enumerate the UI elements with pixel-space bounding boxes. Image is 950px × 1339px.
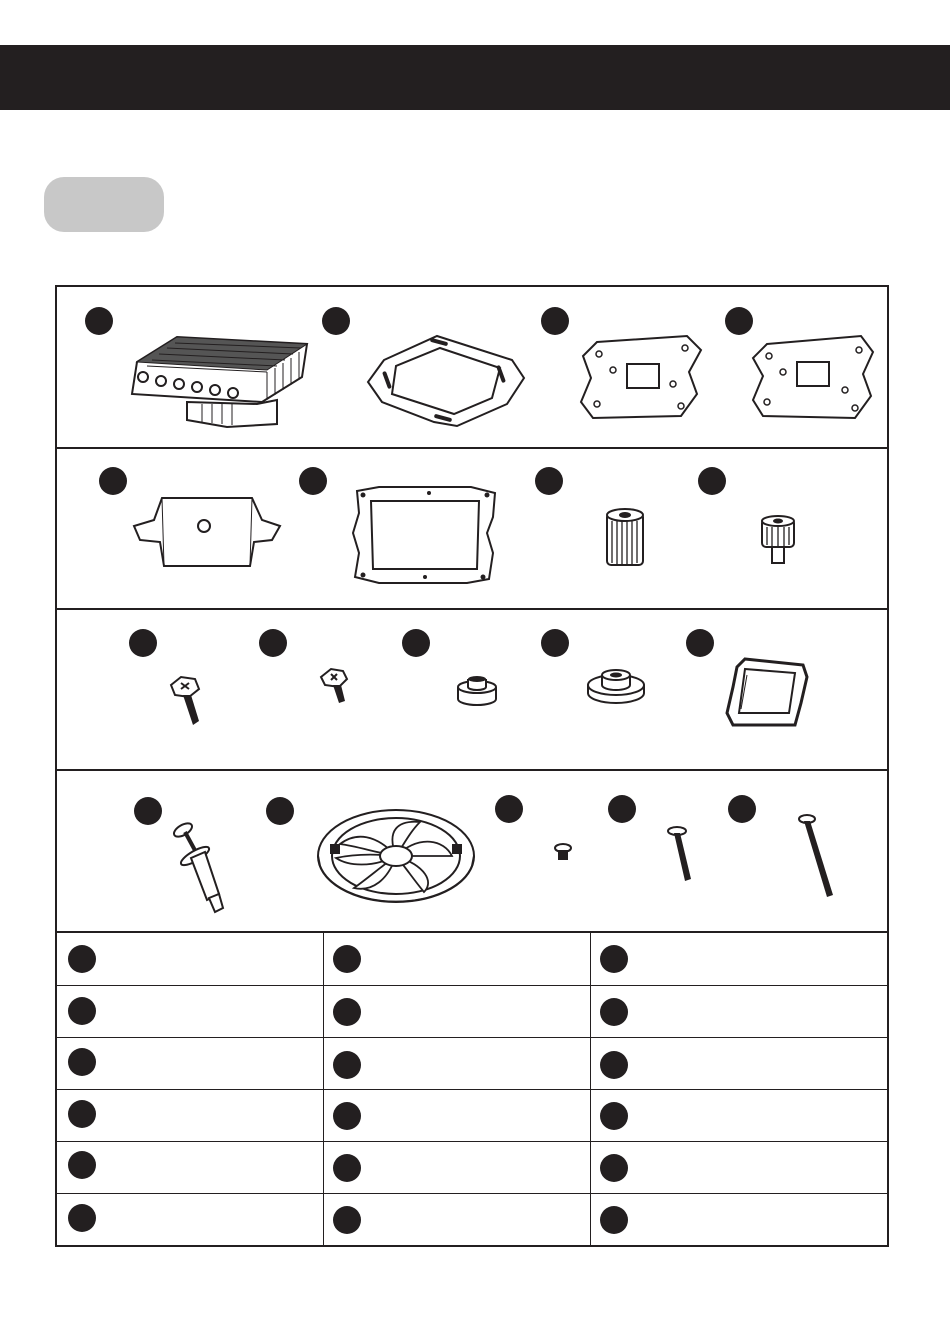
backplate-frame-icon bbox=[725, 657, 809, 731]
table-row-divider bbox=[57, 1037, 887, 1038]
medium-fan-screw-icon bbox=[665, 825, 699, 883]
part-number-badge bbox=[608, 795, 636, 823]
table-row-divider bbox=[57, 985, 887, 986]
header-bar bbox=[0, 45, 950, 110]
row-divider bbox=[57, 769, 887, 771]
legend-number-badge bbox=[600, 1051, 628, 1079]
long-fan-screw-icon bbox=[797, 813, 837, 899]
legend-number-badge bbox=[600, 1206, 628, 1234]
table-row-divider bbox=[57, 1141, 887, 1142]
part-number-badge bbox=[129, 629, 157, 657]
part-number-badge bbox=[85, 307, 113, 335]
legend-number-badge bbox=[68, 945, 96, 973]
parts-list-box bbox=[55, 285, 889, 1247]
standoff-nut-icon bbox=[603, 505, 647, 571]
part-number-badge bbox=[495, 795, 523, 823]
legend-number-badge bbox=[68, 997, 96, 1025]
part-number-badge bbox=[725, 307, 753, 335]
table-row-divider bbox=[57, 1193, 887, 1194]
part-number-badge bbox=[728, 795, 756, 823]
row-divider bbox=[57, 447, 887, 449]
legend-number-badge bbox=[600, 1154, 628, 1182]
large-spacer-icon bbox=[586, 663, 646, 707]
legend-number-badge bbox=[333, 1051, 361, 1079]
part-number-badge bbox=[541, 307, 569, 335]
universal-backplate-icon bbox=[362, 332, 532, 432]
row-divider bbox=[57, 931, 887, 933]
amd-backplate-icon bbox=[749, 332, 879, 422]
row-divider bbox=[57, 608, 887, 610]
part-number-badge bbox=[259, 629, 287, 657]
intel-backplate-icon bbox=[577, 332, 707, 422]
section-label-pill bbox=[44, 177, 164, 232]
part-number-badge bbox=[299, 467, 327, 495]
legend-number-badge bbox=[68, 1048, 96, 1076]
short-screw-icon bbox=[319, 667, 353, 707]
legend-number-badge bbox=[333, 1102, 361, 1130]
part-number-badge bbox=[535, 467, 563, 495]
part-number-badge bbox=[686, 629, 714, 657]
long-screw-icon bbox=[167, 675, 207, 727]
legend-number-badge bbox=[600, 1102, 628, 1130]
legend-number-badge bbox=[68, 1100, 96, 1128]
legend-number-badge bbox=[333, 1206, 361, 1234]
legend-number-badge bbox=[600, 945, 628, 973]
fan-icon bbox=[316, 804, 476, 914]
legend-number-badge bbox=[68, 1151, 96, 1179]
table-row-divider bbox=[57, 1089, 887, 1090]
part-number-badge bbox=[402, 629, 430, 657]
thermal-paste-icon bbox=[169, 820, 229, 914]
part-number-badge bbox=[99, 467, 127, 495]
small-spacer-icon bbox=[456, 673, 498, 707]
legend-number-badge bbox=[333, 998, 361, 1026]
part-number-badge bbox=[541, 629, 569, 657]
legend-number-badge bbox=[600, 998, 628, 1026]
thumb-screw-icon bbox=[758, 513, 798, 567]
part-number-badge bbox=[322, 307, 350, 335]
part-number-badge bbox=[134, 797, 162, 825]
heatsink-icon bbox=[117, 332, 317, 432]
legend-number-badge bbox=[68, 1204, 96, 1232]
part-number-badge bbox=[266, 797, 294, 825]
part-number-badge bbox=[698, 467, 726, 495]
tiny-screw-icon bbox=[552, 842, 574, 864]
mounting-bracket-icon bbox=[132, 492, 282, 572]
intel-mounting-plate-icon bbox=[349, 483, 501, 587]
legend-number-badge bbox=[333, 945, 361, 973]
legend-number-badge bbox=[333, 1154, 361, 1182]
